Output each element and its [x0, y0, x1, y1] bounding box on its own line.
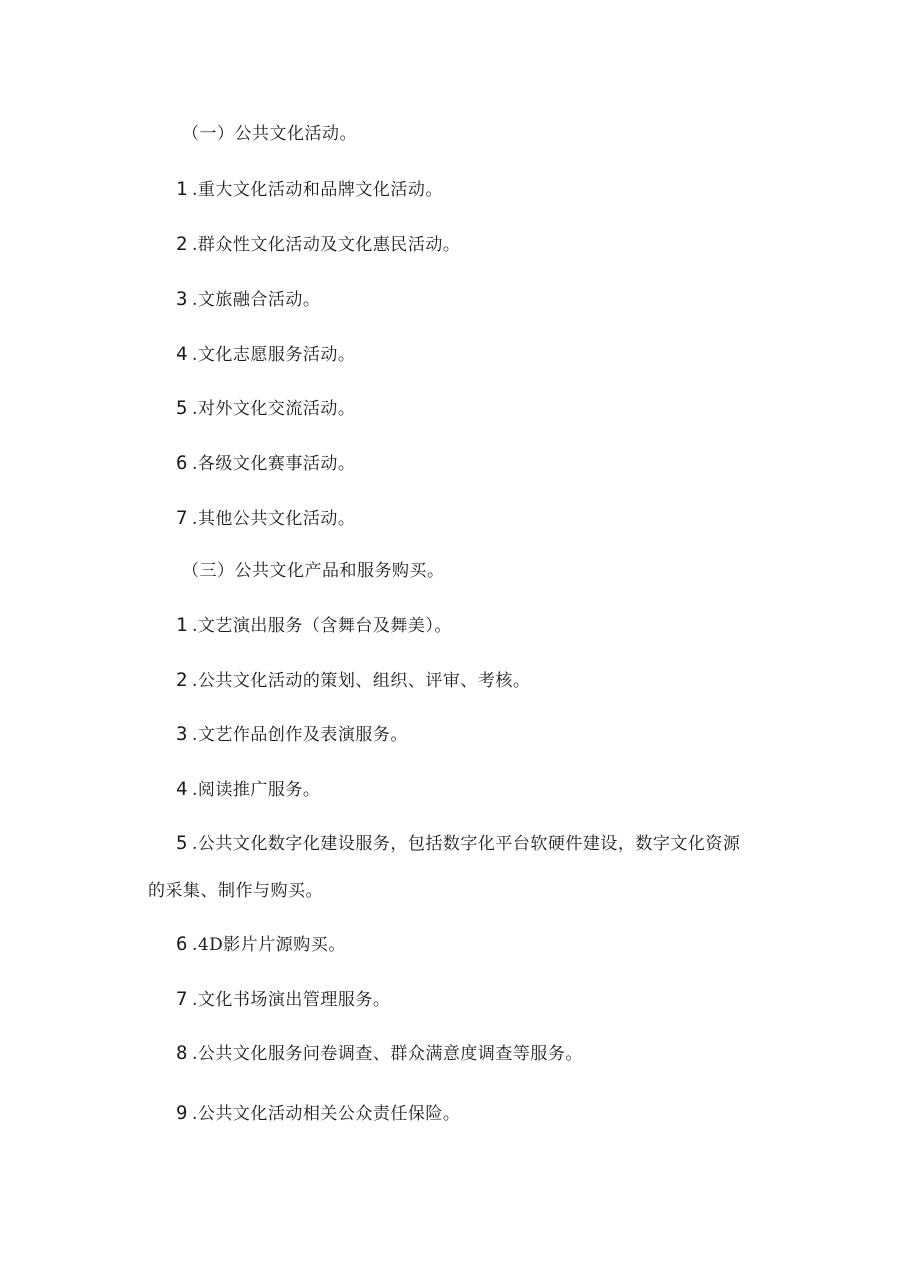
list-item: [176, 507, 355, 530]
section-heading: （三）公共文化产品和服务购买。: [182, 561, 445, 581]
item-number: 2: [176, 669, 188, 691]
item-text: .阅读推广服务。: [191, 780, 321, 800]
item-text: .文旅融合活动。: [191, 290, 321, 310]
list-item: [176, 723, 408, 746]
section-heading: （一）公共文化活动。: [182, 124, 357, 144]
list-item: [176, 988, 390, 1011]
item-text: .文艺作品创作及表演服务。: [191, 725, 408, 745]
list-item: [176, 288, 320, 311]
item-number: 3: [176, 288, 188, 310]
item-text: .对外文化交流活动。: [191, 399, 356, 419]
item-number: 6: [176, 933, 188, 955]
item-text: .其他公共文化活动。: [191, 509, 356, 529]
item-text: .4D影片片源购买。: [191, 935, 346, 955]
item-number: 8: [176, 1042, 188, 1064]
list-item: [176, 397, 355, 420]
item-number: 1: [176, 178, 188, 200]
item-number: 1: [176, 614, 188, 636]
item-text: .群众性文化活动及文化惠民活动。: [191, 235, 461, 255]
list-item: [176, 1102, 460, 1125]
list-item: [176, 1042, 583, 1065]
item-number: 3: [176, 723, 188, 745]
item-text: .公共文化活动相关公众责任保险。: [191, 1104, 461, 1124]
item-text: .公共文化活动的策划、组织、评审、考核。: [191, 671, 531, 691]
list-item: [176, 178, 443, 201]
item-number: 4: [176, 343, 188, 365]
item-number: 2: [176, 233, 188, 255]
list-item: [176, 452, 355, 475]
item-text: .文化志愿服务活动。: [191, 345, 356, 365]
item-number: 6: [176, 452, 188, 474]
list-item: [176, 669, 530, 692]
item-text: .各级文化赛事活动。: [191, 454, 356, 474]
item-number: 4: [176, 778, 188, 800]
list-item: [176, 933, 346, 956]
item-number: 5: [176, 397, 188, 419]
list-item-continuation: 的采集、制作与购买。: [148, 881, 323, 901]
item-text: .公共文化数字化建设服务，包括数字化平台软硬件建设，数字文化资源: [191, 834, 741, 854]
item-text: .重大文化活动和品牌文化活动。: [191, 180, 443, 200]
item-number: 9: [176, 1102, 188, 1124]
item-number: 5: [176, 832, 188, 854]
item-text: .公共文化服务问卷调查、群众满意度调查等服务。: [191, 1044, 583, 1064]
list-item: [176, 233, 460, 256]
item-text: .文化书场演出管理服务。: [191, 990, 391, 1010]
list-item: [176, 778, 320, 801]
item-number: 7: [176, 507, 188, 529]
list-item: [176, 614, 452, 637]
list-item: [176, 832, 740, 855]
list-item: [176, 343, 355, 366]
item-text: .文艺演出服务（含舞台及舞美）。: [191, 616, 452, 636]
item-number: 7: [176, 988, 188, 1010]
